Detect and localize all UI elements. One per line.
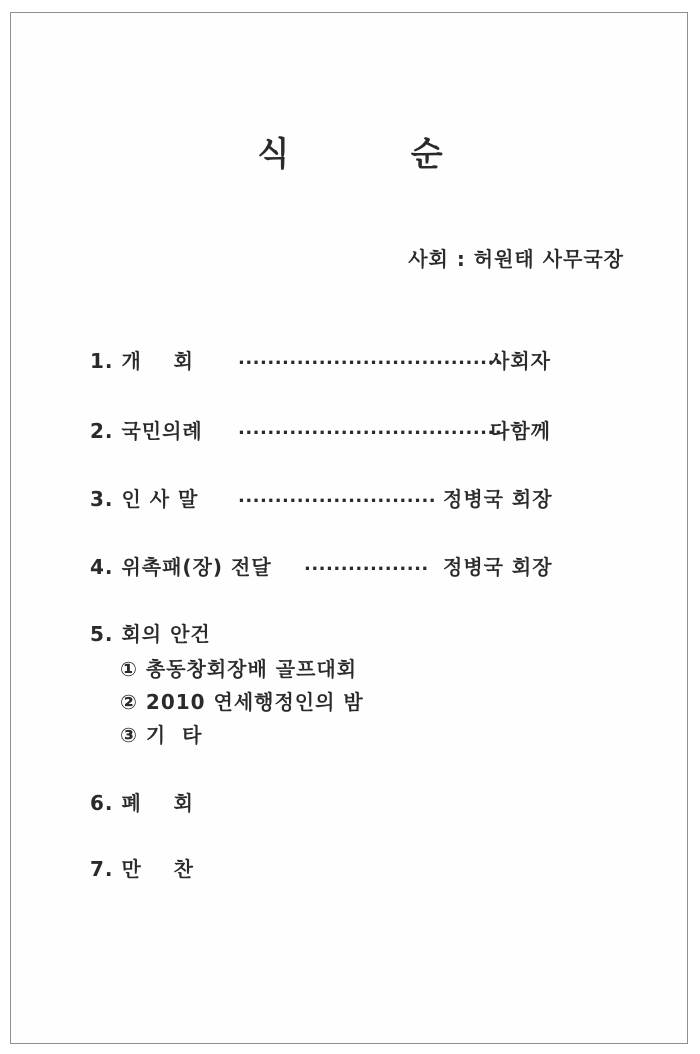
agenda-item-1: ① 총동창회장배 골프대회 [120,657,358,681]
mc-line: 사회 : 허원태 사무국장 [408,247,624,271]
item-3-presenter: 정병국 회장 [443,487,553,511]
item-2-presenter: 다함께 [490,419,551,443]
item-4-presenter: 정병국 회장 [443,555,553,579]
item-2-label: 2. 국민의례 [90,419,203,443]
item-1-presenter: 사회자 [490,349,551,373]
agenda-item-3: ③ 기 타 [120,723,203,747]
agenda-item-2: ② 2010 연세행정인의 밤 [120,690,364,714]
item-1-label: 1. 개 회 [90,349,194,373]
item-1-dots: .................................... [238,348,503,369]
item-5-label: 5. 회의 안건 [90,622,211,646]
item-2-dots: .................................... [238,418,503,439]
item-4-dots: ................. [304,554,429,575]
item-6-label: 6. 폐 회 [90,791,194,815]
item-4-label: 4. 위촉패(장) 전달 [90,555,272,579]
item-7-label: 7. 만 찬 [90,857,194,881]
item-3-dots: ........................... [238,486,437,507]
item-3-label: 3. 인 사 말 [90,487,199,511]
page-title: 식 순 [257,134,498,173]
